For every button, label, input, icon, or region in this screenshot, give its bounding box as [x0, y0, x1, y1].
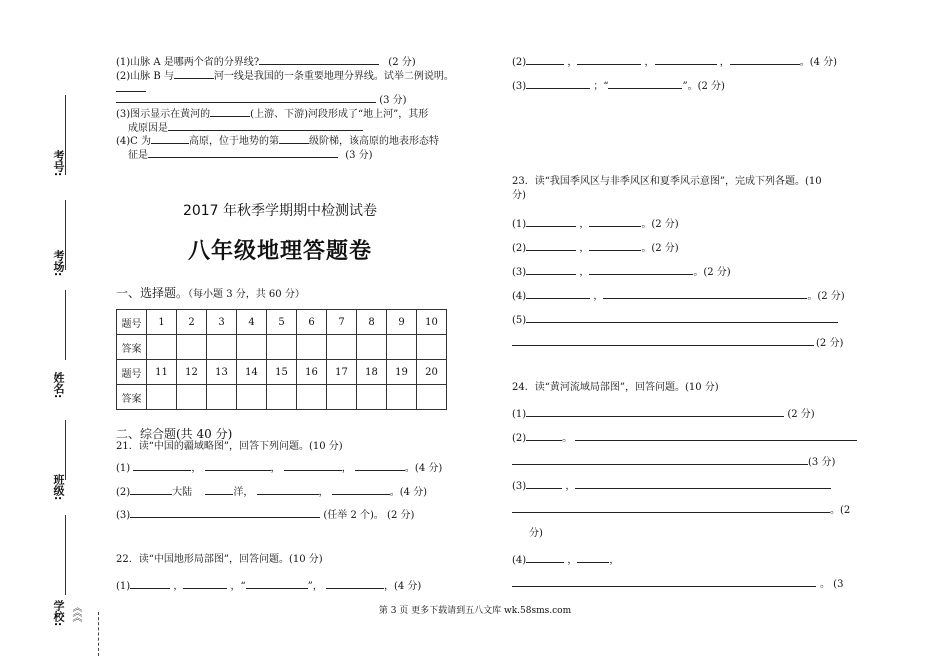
- section1-heading: [116, 284, 305, 301]
- q3-text-a: (3)图示显示在黄河的: [116, 109, 211, 120]
- q23-4-blank-b[interactable]: [603, 288, 807, 299]
- q24-line-1: [512, 406, 815, 421]
- answer-cell[interactable]: [147, 335, 177, 360]
- q23-3-sep: ，: [579, 267, 590, 278]
- q21-1-blank-c[interactable]: [284, 460, 342, 471]
- q21-2-blank-c[interactable]: [257, 484, 319, 495]
- q22-line-1: [116, 578, 421, 593]
- q23-3-blank-a[interactable]: [526, 264, 576, 275]
- answer-cell[interactable]: [267, 335, 297, 360]
- r3-blank-a[interactable]: [526, 78, 590, 89]
- q24-3-blank-a[interactable]: [526, 478, 562, 489]
- q21-2-blank-d[interactable]: [332, 484, 390, 495]
- q4-score: (3 分): [345, 150, 373, 161]
- q-num: 18: [357, 360, 387, 385]
- q23-2-num: (2): [512, 243, 527, 254]
- table-row-answers-2: [117, 385, 447, 410]
- q4-text-c: 级阶梯，该高原的地表形态特: [309, 136, 439, 147]
- table-row-numbers-2: [117, 360, 447, 385]
- q23-1-sep: ，: [579, 219, 590, 230]
- q23-5-blank-a[interactable]: [526, 312, 838, 323]
- q23-title-cont: 分): [512, 190, 526, 201]
- margin-line-5: [65, 515, 66, 595]
- q21-1-sep: ，: [270, 463, 281, 474]
- r-line-3: [512, 78, 725, 93]
- q22-1-sep: ，: [173, 581, 184, 592]
- q4-text-a: (4)C 为: [116, 136, 151, 147]
- answer-cell[interactable]: [357, 335, 387, 360]
- q24-3-score: 。(2: [830, 505, 851, 516]
- q23-1-blank-b[interactable]: [589, 216, 641, 227]
- answer-cell[interactable]: [237, 335, 267, 360]
- q3-blank-section[interactable]: [210, 106, 250, 117]
- q-line-4: [116, 133, 439, 148]
- q23-line-5: [512, 312, 838, 327]
- answer-cell[interactable]: [207, 335, 237, 360]
- q24-line-2b: [512, 454, 835, 469]
- q4-blank-plateau[interactable]: [151, 133, 189, 144]
- exam-room-label: 考场:: [52, 250, 65, 277]
- r-line-2: [512, 54, 837, 69]
- q22-1-blank-b[interactable]: [183, 578, 227, 589]
- table-row-numbers-1: [117, 310, 447, 335]
- section1-title: 一、选择题。: [116, 286, 189, 300]
- q1-score: (2 分): [388, 57, 416, 68]
- q24-4-sep: ，: [609, 555, 620, 566]
- q-num: 1: [147, 310, 177, 335]
- q23-5-num: (5): [512, 315, 527, 326]
- q1-text: (1)山脉 A 是哪两个省的分界线?: [116, 57, 260, 68]
- q22-1-blank-d[interactable]: [326, 578, 384, 589]
- q24-title: 24．读“黄河流域局部图”，回答问题。(10 分): [512, 382, 719, 393]
- q22-1-blank-a[interactable]: [130, 578, 170, 589]
- q24-1-num: (1): [512, 409, 527, 420]
- q-num: 8: [357, 310, 387, 335]
- r2-sep: ，: [719, 57, 730, 68]
- exam-subtitle: 2017 年秋季学期期中检测试卷: [182, 203, 378, 219]
- q24-line-3: [512, 478, 831, 493]
- q23-2-sep: ，: [579, 243, 590, 254]
- answer-cell[interactable]: [237, 385, 267, 410]
- q24-line-3b: [512, 502, 850, 517]
- q4-text-b: 高原，位于地势的第: [189, 136, 279, 147]
- q-line-4b: [128, 147, 373, 162]
- q21-2-score: 。(4 分): [389, 487, 428, 498]
- answer-cell[interactable]: [177, 335, 207, 360]
- q24-4-score: 。 (3: [820, 579, 844, 590]
- page-footer: 第 3 页 更多下载请到五八文库 wk.58sms.com: [378, 606, 572, 616]
- margin-line-4: [65, 420, 66, 480]
- q-num: 4: [237, 310, 267, 335]
- q-num: 14: [237, 360, 267, 385]
- q23-line-1: [512, 216, 679, 231]
- q22-1-num: (1): [116, 581, 131, 592]
- row-label-question: 题号: [117, 310, 147, 335]
- q21-1-blank-d[interactable]: [355, 460, 405, 471]
- q23-line-3: [512, 264, 731, 279]
- q21-1-num: (1): [116, 463, 131, 474]
- answer-cell[interactable]: [147, 385, 177, 410]
- q22-1-score: ，(4 分): [383, 581, 422, 592]
- q-line-2: [116, 68, 454, 83]
- q23-4-blank-a[interactable]: [526, 288, 590, 299]
- r2-sep: ，: [644, 57, 655, 68]
- answer-cell[interactable]: [387, 385, 417, 410]
- answer-cell[interactable]: [417, 335, 447, 360]
- q-num: 16: [297, 360, 327, 385]
- q21-2-blank-ocean[interactable]: [205, 484, 233, 495]
- table-row-answers-1: [117, 335, 447, 360]
- class-label: 班级:: [52, 474, 65, 501]
- r2-score: 。(4 分): [799, 57, 838, 68]
- q4-blank-step[interactable]: [279, 133, 309, 144]
- q3-text-b: (上游、下游)河段形成了“地上河”，其形: [250, 109, 429, 120]
- q24-4-blank-b[interactable]: [577, 552, 609, 563]
- q-line-2c: [116, 92, 407, 107]
- q-num: 10: [417, 310, 447, 335]
- q23-2-blank-b[interactable]: [589, 240, 641, 251]
- q4-blank-features[interactable]: [148, 147, 338, 158]
- q24-2-num: (2): [512, 433, 527, 444]
- q24-3-blank-b[interactable]: [575, 478, 831, 489]
- q24-line-3c: 分): [529, 528, 543, 539]
- answer-cell[interactable]: [327, 335, 357, 360]
- q21-3-score: (任举 2 个)。 (2 分): [323, 510, 415, 521]
- q-num: 11: [147, 360, 177, 385]
- q23-4-num: (4): [512, 291, 527, 302]
- q21-line-3: [116, 507, 414, 522]
- q22-1-quote-close: ”，: [307, 581, 323, 592]
- binding-dash-line: [98, 612, 99, 656]
- r2-num: (2): [512, 57, 527, 68]
- q-num: 3: [207, 310, 237, 335]
- q24-4-blank-a[interactable]: [526, 552, 564, 563]
- q21-1-sep: ，: [191, 463, 202, 474]
- q21-2-blank-continent[interactable]: [130, 484, 172, 495]
- q23-2-blank-a[interactable]: [526, 240, 576, 251]
- q-num: 6: [297, 310, 327, 335]
- q-num: 2: [177, 310, 207, 335]
- q-num: 7: [327, 310, 357, 335]
- q24-1-score: (2 分): [787, 409, 815, 420]
- q-num: 5: [267, 310, 297, 335]
- q21-line-1: [116, 460, 442, 475]
- q-line-1: [116, 54, 416, 69]
- q24-3-num: (3): [512, 481, 527, 492]
- name-label: 姓名:: [52, 372, 65, 399]
- q21-3-blank[interactable]: [130, 507, 320, 518]
- q21-2-ocean: 洋，: [233, 487, 254, 498]
- r3-blank-b[interactable]: [608, 78, 682, 89]
- q24-4-blank-c[interactable]: [512, 576, 816, 587]
- q24-line-4b: [512, 576, 843, 591]
- q21-2-sep: ，: [318, 487, 329, 498]
- q21-1-score: 。(4 分): [404, 463, 443, 474]
- q23-1-blank-a[interactable]: [526, 216, 576, 227]
- q23-3-blank-b[interactable]: [589, 264, 693, 275]
- q2-score: (3 分): [379, 95, 407, 106]
- binding-marks: 《《《: [70, 602, 81, 622]
- row-label-answer: 答案: [117, 385, 147, 410]
- q24-2-blank-a[interactable]: [526, 430, 562, 441]
- r2-blank-a[interactable]: [526, 54, 564, 65]
- q24-3-blank-c[interactable]: [512, 502, 830, 513]
- q24-4-num: (4): [512, 555, 527, 566]
- q3-text-c: 成原因是: [128, 123, 168, 134]
- q3-blank-reason[interactable]: [168, 120, 363, 131]
- school-label: 学校:: [52, 600, 65, 627]
- q24-2-sep: 。: [562, 433, 573, 444]
- q23-1-num: (1): [512, 219, 527, 230]
- r3-score: ”。(2 分): [682, 81, 725, 92]
- exam-no-label: 考号:: [52, 150, 65, 177]
- q23-5-blank-b[interactable]: [512, 335, 814, 346]
- q22-1-quote-open: ，“: [230, 581, 246, 592]
- q21-1-sep: ，: [341, 463, 352, 474]
- q23-3-score: 。(2 分): [693, 267, 731, 278]
- q24-2-blank-b[interactable]: [575, 430, 857, 441]
- row-label-question: 题号: [117, 360, 147, 385]
- q24-line-2: [512, 430, 857, 445]
- q24-2-blank-c[interactable]: [512, 454, 808, 465]
- exam-title: 八年级地理答题卷: [187, 238, 372, 264]
- r2-sep: ，: [567, 57, 578, 68]
- q21-title: 21．读“中国的疆域略图”，回答下列问题。(10 分): [116, 441, 343, 452]
- q23-line-5b: [512, 335, 843, 350]
- q22-title: 22．读“中国地形局部图”，回答问题。(10 分): [116, 554, 323, 565]
- answer-cell[interactable]: [297, 385, 327, 410]
- q23-3-num: (3): [512, 267, 527, 278]
- q23-2-score: 。(2 分): [641, 243, 679, 254]
- q21-1-blank-b[interactable]: [205, 460, 271, 471]
- q2-text-b: 河一线是我国的一条重要地理分界线。试举二例说明。: [213, 71, 454, 82]
- q24-4-sep: ，: [567, 555, 578, 566]
- q-num: 19: [387, 360, 417, 385]
- answer-cell[interactable]: [357, 385, 387, 410]
- margin-line-3: [65, 290, 66, 360]
- answer-cell[interactable]: [297, 335, 327, 360]
- q2-blank-river[interactable]: [174, 68, 214, 79]
- section1-note: （每小题 3 分，共 60 分）: [188, 289, 305, 300]
- q21-2-continent: 大陆: [172, 487, 193, 498]
- answer-table: [116, 309, 447, 410]
- q-line-3: [116, 106, 428, 121]
- q23-5-score: (2 分): [816, 338, 844, 349]
- answer-cell[interactable]: [267, 385, 297, 410]
- q-num: 20: [417, 360, 447, 385]
- q23-4-score: 。(2 分): [807, 291, 845, 302]
- answer-cell[interactable]: [207, 385, 237, 410]
- q21-2-num: (2): [116, 487, 131, 498]
- q23-line-2: [512, 240, 679, 255]
- r2-blank-c[interactable]: [655, 54, 717, 65]
- q23-title: 23．读“我国季风区与非季风区和夏季风示意图”，完成下列各题。(10: [512, 176, 822, 187]
- q-num: 15: [267, 360, 297, 385]
- q23-4-sep: ，: [593, 291, 604, 302]
- q-num: 13: [207, 360, 237, 385]
- q22-1-blank-c[interactable]: [246, 578, 308, 589]
- answer-cell[interactable]: [327, 385, 357, 410]
- q-num: 9: [387, 310, 417, 335]
- q24-3-sep: ，: [565, 481, 576, 492]
- q24-2-score: (3 分): [808, 457, 836, 468]
- q-num: 17: [327, 360, 357, 385]
- q23-1-score: 。(2 分): [641, 219, 679, 230]
- r3-num: (3): [512, 81, 527, 92]
- q2-blank-line-2[interactable]: [116, 92, 376, 103]
- q1-blank[interactable]: [259, 54, 379, 65]
- q21-1-blank-a[interactable]: [133, 460, 191, 471]
- r2-blank-b[interactable]: [577, 54, 641, 65]
- answer-cell[interactable]: [417, 385, 447, 410]
- answer-cell[interactable]: [387, 335, 417, 360]
- r3-sep: ；“: [593, 81, 609, 92]
- q-num: 12: [177, 360, 207, 385]
- q21-line-2: [116, 484, 427, 499]
- q2-text-a: (2)山脉 B 与: [116, 71, 174, 82]
- q24-1-blank[interactable]: [526, 406, 784, 417]
- q23-line-4: [512, 288, 845, 303]
- q4-text-d: 征是: [128, 150, 148, 161]
- section2-heading: 二、综合题(共 40 分): [116, 427, 233, 441]
- q24-line-4: [512, 552, 619, 567]
- q21-3-num: (3): [116, 510, 131, 521]
- r2-blank-d[interactable]: [730, 54, 800, 65]
- row-label-answer: 答案: [117, 335, 147, 360]
- answer-cell[interactable]: [177, 385, 207, 410]
